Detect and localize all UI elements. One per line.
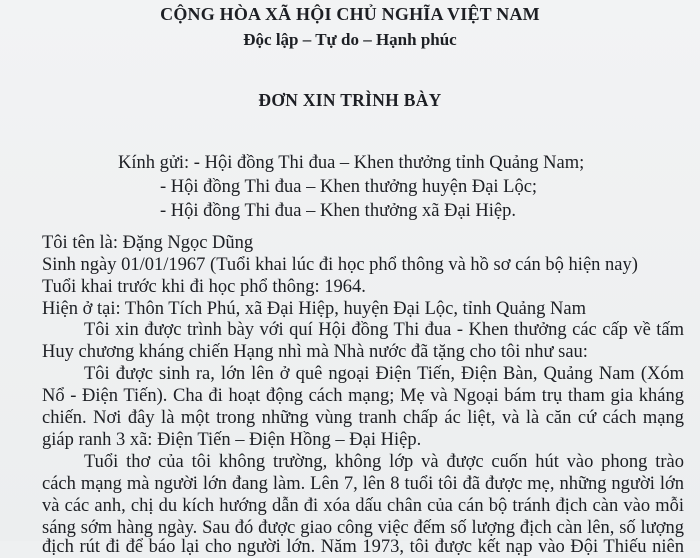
body-line: Tôi xin được trình bày với quí Hội đồng Thi đua - Khen thưởng các cấp về tấm bbox=[84, 320, 684, 340]
personal-birth: Sinh ngày 01/01/1967 (Tuổi khai lúc đi học phổ thông và hồ sơ cán bộ hiện nay) bbox=[42, 255, 638, 275]
personal-declared-year: Tuổi khai trước khi đi học phổ thông: 1964. bbox=[42, 277, 366, 297]
body-line: sáng sớm hàng ngày. Sau đó được giao công việc đếm số lượng địch càn lên, số lượng bbox=[42, 518, 684, 538]
recipient-item: - Hội đồng Thi đua – Khen thưởng xã Đại Hiệp. bbox=[160, 201, 517, 221]
personal-address: Hiện ở tại: Thôn Tích Phú, xã Đại Hiệp, huyện Đại Lộc, tỉnh Quảng Nam bbox=[42, 299, 586, 319]
body-line: chiến. Nơi đây là một trong những vùng tranh chấp ác liệt, và là căn cứ cách mạng bbox=[42, 408, 684, 428]
body-line: Tôi được sinh ra, lớn lên ở quê ngoại Điện Tiến, Điện Bàn, Quảng Nam (Xóm bbox=[84, 364, 684, 384]
body-line: địch rút đi để báo lại cho người lớn. Năm 1973, tôi được kết nạp vào Đội Thiếu niên bbox=[42, 537, 684, 557]
recipient-lead: Kính gửi: - Hội đồng Thi đua – Khen thưởng tỉnh Quảng Nam; bbox=[118, 153, 585, 173]
national-motto: Độc lập – Tự do – Hạnh phúc bbox=[243, 30, 457, 49]
recipient-item: - Hội đồng Thi đua – Khen thưởng huyện Đại Lộc; bbox=[160, 177, 538, 197]
document-title: ĐƠN XIN TRÌNH BÀY bbox=[258, 90, 442, 110]
national-title: CỘNG HÒA XÃ HỘI CHỦ NGHĨA VIỆT NAM bbox=[160, 4, 540, 24]
body-line: Tuổi thơ của tôi không trường, không lớp và được cuốn hút vào phong trào bbox=[84, 452, 684, 472]
personal-name: Tôi tên là: Đặng Ngọc Dũng bbox=[42, 233, 254, 253]
body-line: giáp ranh 3 xã: Điện Tiến – Điện Hồng – Đại Hiệp. bbox=[42, 430, 422, 450]
body-line: và các anh, chị du kích hướng dẫn đi xóa dấu chân của cán bộ tránh địch càn vào mỗi bbox=[42, 496, 684, 516]
body-line: Nổ - Điện Tiến). Cha đi hoạt động cách mạng; Mẹ và Ngoại bám trụ tham gia kháng bbox=[42, 386, 684, 406]
body-line: Huy chương kháng chiến Hạng nhì mà Nhà nước đã tặng cho tôi như sau: bbox=[42, 342, 588, 362]
body-line: cách mạng mà người lớn đang làm. Lên 7, lên 8 tuổi tôi đã được mẹ, những người lớn bbox=[42, 474, 684, 494]
